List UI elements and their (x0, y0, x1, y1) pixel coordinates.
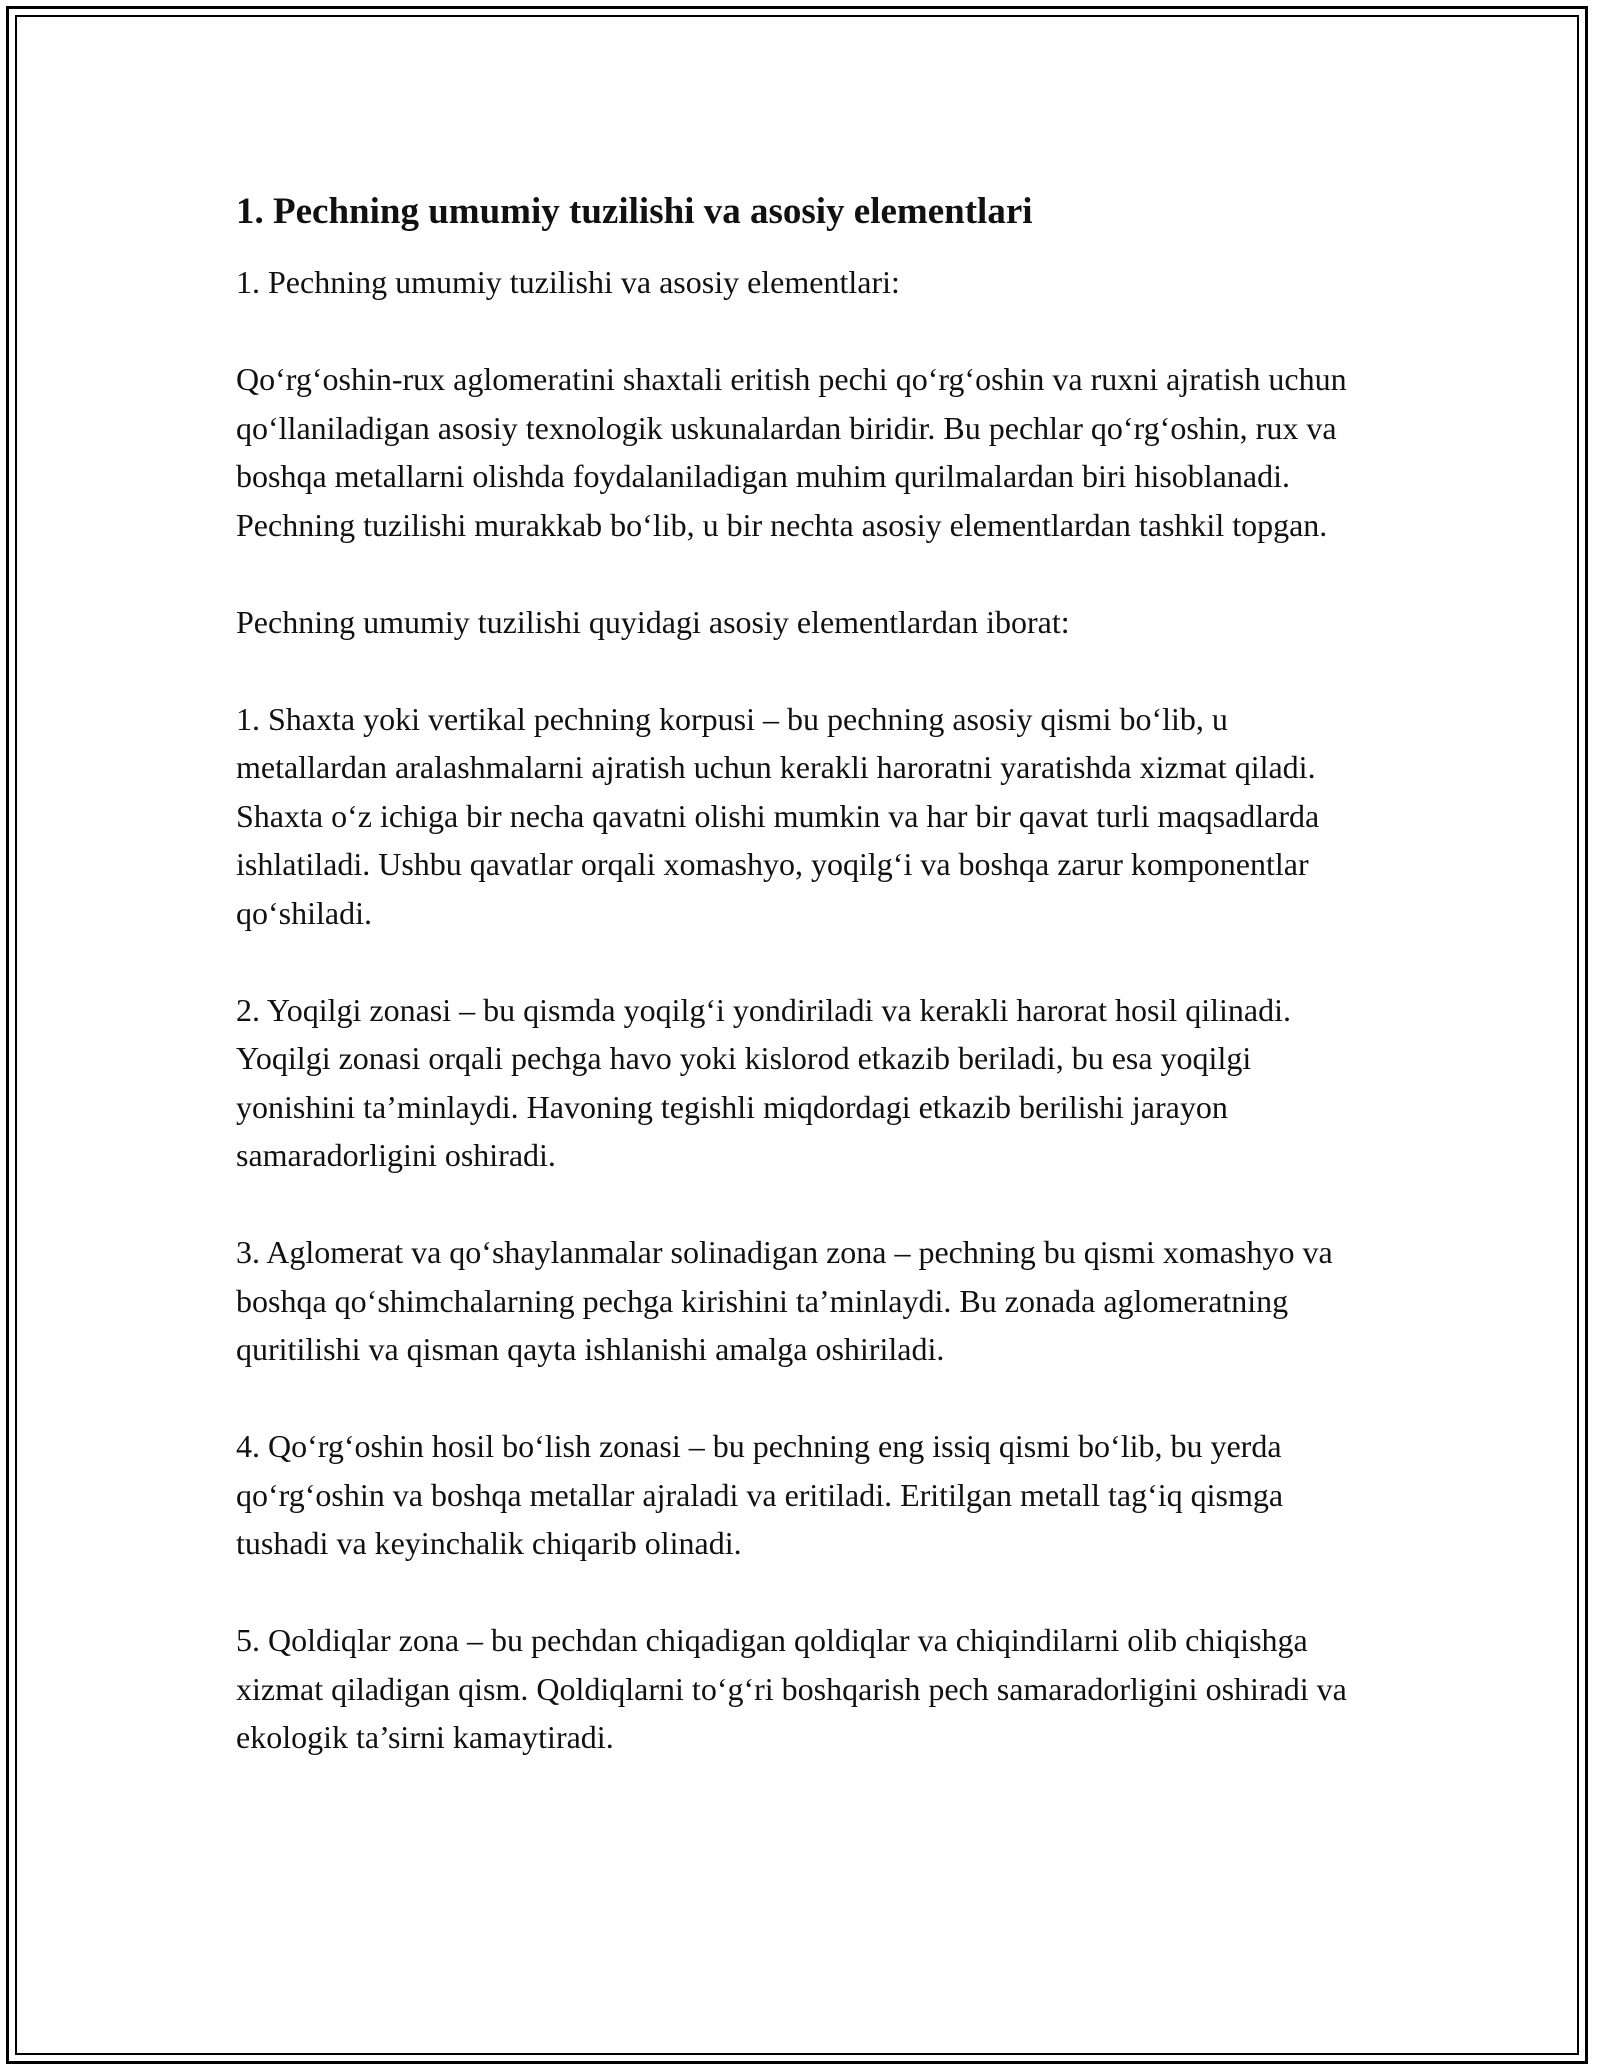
overview-paragraph: Qo‘rg‘oshin-rux aglomeratini shaxtali eritish pechi qo‘rg‘oshin va ruxni ajratish uchun qo‘llaniladigan asosiy texnologik uskunalardan biridir. Bu pechlar qo‘rg‘oshin, rux va boshqa metallarni olishda foydalaniladigan muhim qurilmalardan biri hisoblanadi. Pechning tuzilishi murakkab bo‘lib, u bir nechta asosiy elementlardan tashkil topgan. (236, 361, 1347, 543)
element-2-paragraph: 2. Yoqilgi zonasi – bu qismda yoqilg‘i yondiriladi va kerakli harorat hosil qilinadi. Yoqilgi zonasi orqali pechga havo yoki kislorod etkazib beriladi, bu esa yoqilgi yonishini ta’minlaydi. Havoning tegishli miqdordagi etkazib berilishi jarayon samaradorligini oshiradi. (236, 991, 1291, 1173)
section-heading: 1. Pechning umumiy tuzilishi va asosiy elementlari (236, 191, 1033, 232)
elements-intro-paragraph: Pechning umumiy tuzilishi quyidagi asosiy elementlardan iborat: (236, 603, 1070, 640)
intro-line: 1. Pechning umumiy tuzilishi va asosiy elementlari: (236, 264, 900, 300)
element-4-paragraph: 4. Qo‘rg‘oshin hosil bo‘lish zonasi – bu pechning eng issiq qismi bo‘lib, bu yerda qo‘rg‘oshin va boshqa metallar ajraladi va eritiladi. Eritilgan metall tag‘iq qismga tushadi va keyinchalik chiqarib olinadi. (236, 1428, 1284, 1561)
document-body (236, 180, 1376, 1762)
element-1-paragraph: 1. Shaxta yoki vertikal pechning korpusi – bu pechning asosiy qismi bo‘lib, u metallardan aralashmalarni ajratish uchun kerakli haroratni yaratishda xizmat qiladi. Shaxta o‘z ichiga bir necha qavatni olishi mumkin va har bir qavat turli maqsadlarda ishlatiladi. Ushbu qavatlar orqali xomashyo, yoqilg‘i va boshqa zarur komponentlar qo‘shiladi. (236, 700, 1320, 931)
element-3-paragraph: 3. Aglomerat va qo‘shaylanmalar solinadigan zona – pechning bu qismi xomashyo va boshqa qo‘shimchalarning pechga kirishini ta’minlaydi. Bu zonada aglomeratning quritilishi va qisman qayta ishlanishi amalga oshiriladi. (236, 1234, 1333, 1367)
element-5-paragraph: 5. Qoldiqlar zona – bu pechdan chiqadigan qoldiqlar va chiqindilarni olib chiqishga xizmat qiladigan qism. Qoldiqlarni to‘g‘ri boshqarish pech samaradorligini oshiradi va ekologik ta’sirni kamaytiradi. (236, 1622, 1347, 1755)
